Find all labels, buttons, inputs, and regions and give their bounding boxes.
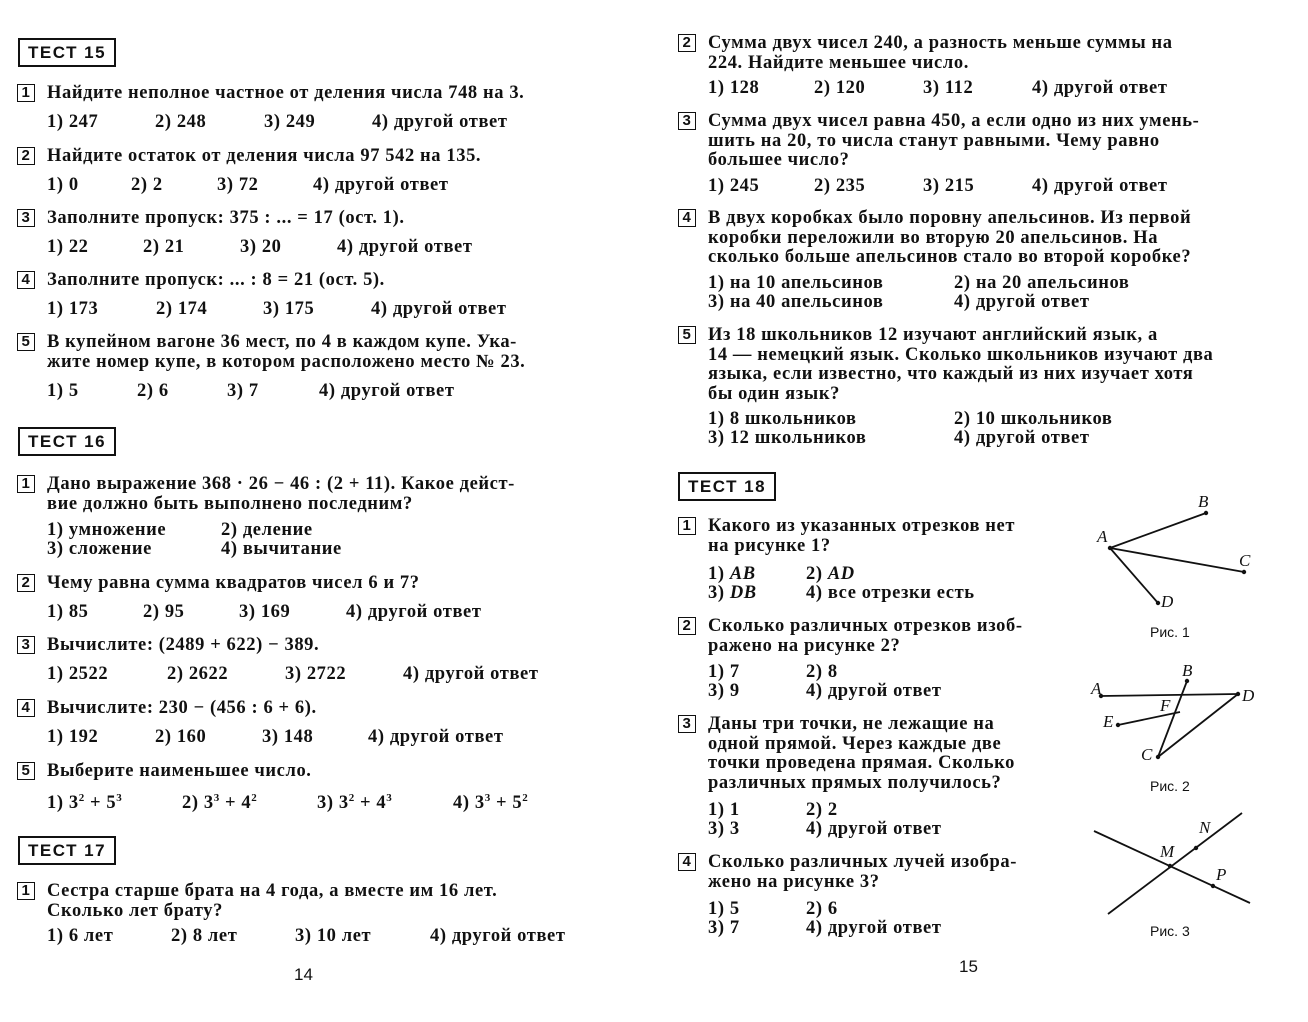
answer-option: 4) другой ответ: [1032, 78, 1168, 98]
segment-ac: [1110, 548, 1244, 572]
label-a: A: [1091, 679, 1102, 698]
answer-option: 4) другой ответ: [954, 292, 1090, 312]
answer-option: 4) вычитание: [221, 539, 342, 559]
answer-option: 1) 7: [708, 662, 740, 682]
question-number: 4: [678, 853, 696, 871]
segment-ab: [1110, 513, 1206, 548]
question-text: Найдите неполное частное от деления числа 748 на 3.: [47, 83, 525, 103]
question-text-line: 14 — немецкий язык. Сколько школьников изучают два: [708, 344, 1214, 365]
page-number: 15: [959, 957, 978, 976]
question-text-line: языка, если известно, что каждый из них изучает хотя: [708, 364, 1194, 384]
t15-question-3: [17, 209, 617, 229]
answer-option: 4) другой ответ: [371, 299, 507, 319]
question-text-line: шить на 20, то числа станут равными. Чему равно: [708, 130, 1160, 151]
question-text: Выберите наименьшее число.: [47, 761, 312, 781]
question-number: 2: [678, 34, 696, 52]
answer-option: 2) 174: [156, 299, 208, 319]
t15-question-4: [17, 271, 617, 291]
answer-option: 2) 10 школьников: [954, 409, 1113, 429]
question-text-line: Сколько различных лучей изобра-: [708, 852, 1017, 872]
question-number: 4: [678, 209, 696, 227]
question-text: Найдите остаток от деления числа 97 542 на 135.: [47, 146, 482, 166]
question-text-line: 224. Найдите меньшее число.: [708, 52, 969, 73]
question-text-line: жите номер купе, в котором расположено место № 23.: [47, 351, 526, 372]
question-text-line: ражено на рисунке 2?: [708, 635, 901, 656]
question-number: 3: [17, 209, 35, 227]
question-number: 3: [678, 112, 696, 130]
label-n: N: [1199, 818, 1211, 837]
label-c: C: [1239, 551, 1251, 570]
t15-question-5: [17, 333, 617, 372]
question-text: Заполните пропуск: 375 : ... = 17 (ост. 1).: [47, 208, 405, 228]
answer-option: 2) $3^3 + 4^2$: [182, 792, 258, 814]
answer-option: 4) другой ответ: [337, 237, 473, 257]
answer-option: 1) на 10 апельсинов: [708, 273, 884, 293]
answer-option: 4) другой ответ: [954, 428, 1090, 448]
answer-option: 1) AB: [708, 564, 756, 584]
answer-option: 4) другой ответ: [806, 918, 942, 938]
line-m-n: [1108, 813, 1242, 914]
question-number: 2: [678, 617, 696, 635]
segment-ad: [1110, 548, 1158, 603]
right-page: [654, 0, 1308, 1022]
t16-question-3: [17, 636, 617, 656]
point-e: [1116, 723, 1120, 727]
question-text-line: В двух коробках было поровну апельсинов. Из первой: [708, 208, 1192, 228]
label-c: C: [1141, 745, 1153, 764]
question-number: 1: [678, 517, 696, 535]
answer-option: 2) 8: [806, 662, 838, 682]
test-17-title: ТЕСТ 17: [18, 836, 116, 865]
question-number: 3: [678, 715, 696, 733]
question-text-line: одной прямой. Через каждые две: [708, 733, 1002, 754]
answer-option: 1) 2522: [47, 664, 109, 684]
answer-option: 2) 248: [155, 112, 207, 132]
question-text-line: Сумма двух чисел равна 450, а если одно из них умень-: [708, 111, 1200, 131]
answer-option: 3) 7: [708, 918, 740, 938]
question-text-line: В купейном вагоне 36 мест, по 4 в каждом купе. Ука-: [47, 332, 517, 352]
question-number: 1: [17, 475, 35, 493]
answer-option: 3) DB: [708, 583, 757, 603]
answer-option: 1) $3^2 + 5^3$: [47, 792, 123, 814]
label-a: A: [1097, 527, 1108, 546]
question-text-line: на рисунке 1?: [708, 535, 831, 556]
question-text-line: большее число?: [708, 150, 850, 170]
answer-option: 1) 128: [708, 78, 760, 98]
answer-option: 1) 5: [708, 899, 740, 919]
answer-option: 2) 21: [143, 237, 185, 257]
answer-option: 4) другой ответ: [806, 681, 942, 701]
t16-question-4: [17, 699, 617, 719]
answer-option: 4) другой ответ: [1032, 176, 1168, 196]
label-d: D: [1161, 592, 1174, 611]
answer-option: 3) 9: [708, 681, 740, 701]
question-number: 5: [17, 333, 35, 351]
answer-option: 3) 3: [708, 819, 740, 839]
point-m: [1168, 864, 1172, 868]
answer-option: 3) 72: [217, 175, 259, 195]
point-b: [1204, 511, 1208, 515]
answer-option: 4) другой ответ: [430, 926, 566, 946]
label-m: M: [1160, 842, 1175, 861]
answer-option: 1) 1: [708, 800, 740, 820]
test-15-title: ТЕСТ 15: [18, 38, 116, 67]
answer-option: 1) 5: [47, 381, 79, 401]
answer-option: 1) 173: [47, 299, 99, 319]
question-text-line: сколько больше апельсинов стало во второй коробке?: [708, 247, 1192, 267]
question-text: Вычислите: (2489 + 622) − 389.: [47, 635, 320, 655]
answer-option: 4) другой ответ: [372, 112, 508, 132]
question-number: 1: [17, 84, 35, 102]
t16-question-2: [17, 574, 617, 594]
question-text-line: Дано выражение 368 · 26 − 46 : (2 + 11). Какое дейст-: [47, 474, 515, 494]
answer-option: 3) сложение: [47, 539, 152, 559]
question-number: 2: [17, 574, 35, 592]
answer-option: 3) 215: [923, 176, 975, 196]
question-text-line: бы один язык?: [708, 383, 840, 404]
question-text-line: коробки переложили во вторую 20 апельсинов. На: [708, 227, 1159, 248]
answer-option: 3) 112: [923, 78, 974, 98]
answer-option: 1) умножение: [47, 520, 167, 540]
answer-option: 2) 120: [814, 78, 866, 98]
answer-option: 2) 6: [806, 899, 838, 919]
question-text-line: точки проведена прямая. Сколько: [708, 753, 1015, 773]
answer-option: 3) 10 лет: [295, 926, 372, 946]
answer-option: 3) 12 школьников: [708, 428, 867, 448]
answer-option: 3) на 40 апельсинов: [708, 292, 884, 312]
question-text-line: Даны три точки, не лежащие на: [708, 714, 995, 734]
answer-option: 2) 95: [143, 602, 185, 622]
answer-option: 1) 192: [47, 727, 99, 747]
test-18-title: ТЕСТ 18: [678, 472, 776, 501]
answer-option: 3) 249: [264, 112, 316, 132]
answer-option: 4) другой ответ: [319, 381, 455, 401]
figure-1: [654, 0, 1308, 1022]
question-text-line: Сумма двух чисел 240, а разность меньше суммы на: [708, 33, 1173, 53]
figure-2-caption: Рис. 2: [1150, 778, 1190, 794]
answer-option: 4) все отрезки есть: [806, 583, 975, 603]
answer-option: 4) $3^3 + 5^2$: [453, 792, 529, 814]
answer-option: 3) $3^2 + 4^3$: [317, 792, 393, 814]
question-text-line: различных прямых получилось?: [708, 772, 1002, 793]
question-text: Вычислите: 230 − (456 : 6 + 6).: [47, 698, 317, 718]
figure-3-caption: Рис. 3: [1150, 923, 1190, 939]
question-text-line: вие должно быть выполнено последним?: [47, 493, 413, 514]
question-text-line: Сестра старше брата на 4 года, а вместе им 16 лет.: [47, 881, 498, 901]
point-p: [1211, 884, 1215, 888]
question-number: 4: [17, 699, 35, 717]
answer-option: 2) 2: [806, 800, 838, 820]
question-number: 3: [17, 636, 35, 654]
page-number: 14: [294, 965, 313, 984]
test-16-title: ТЕСТ 16: [18, 427, 116, 456]
answer-option: 2) 2: [131, 175, 163, 195]
question-number: 5: [678, 326, 696, 344]
answer-option: 4) другой ответ: [806, 819, 942, 839]
point-c: [1242, 570, 1246, 574]
answer-option: 1) 85: [47, 602, 89, 622]
answer-option: 3) 175: [263, 299, 315, 319]
question-number: 2: [17, 147, 35, 165]
question-text: Заполните пропуск: ... : 8 = 21 (ост. 5).: [47, 270, 385, 290]
point-n: [1194, 846, 1198, 850]
answer-option: 1) 6 лет: [47, 926, 114, 946]
t16-question-1: [17, 475, 617, 514]
question-text-line: Какого из указанных отрезков нет: [708, 516, 1016, 536]
answer-option: 4) другой ответ: [313, 175, 449, 195]
answer-option: 1) 247: [47, 112, 99, 132]
label-d: D: [1242, 686, 1255, 705]
point-d: [1236, 692, 1240, 696]
question-number: 4: [17, 271, 35, 289]
answer-option: 3) 7: [227, 381, 259, 401]
answer-option: 1) 8 школьников: [708, 409, 857, 429]
answer-option: 2) деление: [221, 520, 313, 540]
answer-option: 4) другой ответ: [346, 602, 482, 622]
answer-option: 4) другой ответ: [368, 727, 504, 747]
answer-option: 1) 0: [47, 175, 79, 195]
question-number: 1: [17, 882, 35, 900]
point-d: [1156, 601, 1160, 605]
answer-option: 2) 160: [155, 727, 207, 747]
answer-option: 1) 22: [47, 237, 89, 257]
question-text-line: жено на рисунке 3?: [708, 871, 880, 892]
label-e: E: [1103, 712, 1114, 731]
answer-option: 2) 235: [814, 176, 866, 196]
question-text-line: Сколько лет брату?: [47, 900, 223, 921]
label-b: B: [1182, 661, 1193, 680]
answer-option: 3) 169: [239, 602, 291, 622]
answer-option: 2) 2622: [167, 664, 229, 684]
point-c: [1156, 755, 1160, 759]
answer-option: 3) 20: [240, 237, 282, 257]
question-text-line: Из 18 школьников 12 изучают английский язык, а: [708, 325, 1158, 345]
question-text: Чему равна сумма квадратов чисел 6 и 7?: [47, 573, 420, 593]
answer-option: 2) 6: [137, 381, 169, 401]
label-b: B: [1198, 492, 1209, 511]
label-f: F: [1160, 696, 1171, 715]
figure-1-caption: Рис. 1: [1150, 624, 1190, 640]
label-p: P: [1216, 865, 1227, 884]
point-a: [1108, 546, 1112, 550]
answer-option: 1) 245: [708, 176, 760, 196]
answer-option: 2) 8 лет: [171, 926, 238, 946]
answer-option: 2) AD: [806, 564, 855, 584]
answer-option: 2) на 20 апельсинов: [954, 273, 1130, 293]
t17-question-1: [17, 882, 617, 921]
t15-question-1: [17, 84, 617, 104]
question-number: 5: [17, 762, 35, 780]
answer-option: 4) другой ответ: [403, 664, 539, 684]
t16-question-5: [17, 762, 617, 782]
answer-option: 3) 2722: [285, 664, 347, 684]
t15-question-2: [17, 147, 617, 167]
answer-option: 3) 148: [262, 727, 314, 747]
question-text-line: Сколько различных отрезков изоб-: [708, 616, 1023, 636]
